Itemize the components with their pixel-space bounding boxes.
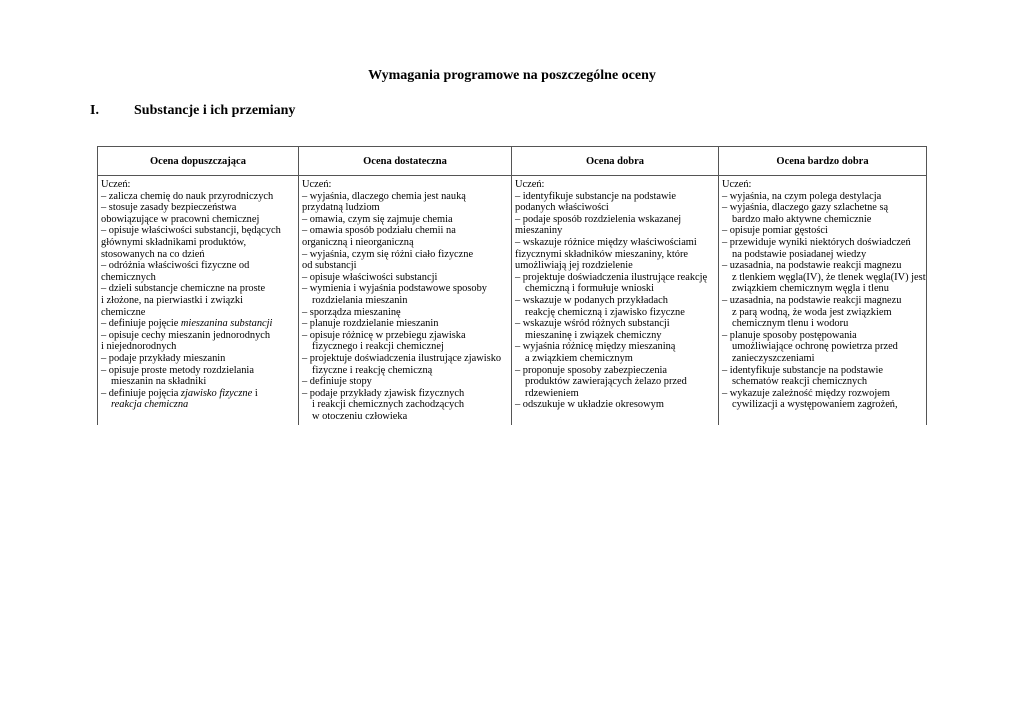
- list-item: przydatną ludziom: [302, 202, 380, 214]
- list-item: – wskazuje wśród różnych substancji: [515, 318, 670, 330]
- list-item: mieszaninę i związek chemiczny: [525, 329, 662, 341]
- list-item: mieszaniny: [515, 225, 563, 237]
- section-number: I.: [90, 103, 99, 118]
- list-item: reakcję chemiczną i zjawisko fizyczne: [525, 306, 685, 318]
- list-item: – planuje sposoby postępowania: [722, 329, 857, 341]
- list-item: – sporządza mieszaninę: [302, 306, 401, 318]
- list-item: od substancji: [302, 260, 357, 272]
- list-item: – wskazuje w podanych przykładach: [515, 294, 668, 306]
- column-header: Ocena dobra: [512, 147, 719, 176]
- list-item: schematów reakcji chemicznych: [732, 376, 868, 388]
- list-item: [101, 318, 296, 330]
- list-item: fizyczne i reakcję chemiczną: [312, 364, 433, 376]
- column-header: Ocena bardzo dobra: [719, 147, 927, 176]
- grade-cell-bardzo-dobra: [719, 176, 927, 426]
- list-item: chemiczną i formułuje wnioski: [525, 283, 654, 295]
- list-item: – dzieli substancje chemiczne na proste: [101, 283, 266, 295]
- list-item: cywilizacji a występowaniem zagrożeń,: [732, 399, 898, 411]
- list-item: i reakcji chemicznych zachodzących: [312, 399, 465, 411]
- list-item: – wykazuje zależność między rozwojem: [722, 387, 890, 399]
- list-item: – opisuje pomiar gęstości: [722, 225, 828, 237]
- term-italic: zjawisko fizyczne: [180, 387, 253, 399]
- list-item: i złożone, na pierwiastki i związki: [101, 294, 243, 306]
- list-item: – uzasadnia, na podstawie reakcji magnezu: [722, 294, 902, 306]
- grade-cell-dobra: [512, 176, 719, 426]
- list-item: – wymienia i wyjaśnia podstawowe sposoby: [302, 283, 487, 295]
- list-item: – odróżnia właściwości fizyczne od: [101, 260, 250, 272]
- list-item: fizycznego i reakcji chemicznej: [312, 341, 444, 353]
- page-title: Wymagania programowe na poszczególne oceny: [368, 68, 656, 83]
- list-item-text: – definiuje pojęcie: [101, 318, 181, 330]
- list-item: – identyfikuje substancje na podstawie: [722, 364, 884, 376]
- list-item: chemiczne: [101, 306, 146, 318]
- list-item: rozdzielania mieszanin: [312, 294, 408, 306]
- list-item: umożliwiające ochronę powietrza przed: [732, 341, 898, 353]
- list-item: Uczeń:: [515, 179, 545, 190]
- list-item: – omawia sposób podziału chemii na: [302, 225, 456, 237]
- list-item: bardzo mało aktywne chemicznie: [732, 213, 872, 225]
- list-item: – zalicza chemię do nauk przyrodniczych: [101, 190, 274, 202]
- list-item: zanieczyszczeniami: [732, 352, 815, 364]
- list-item: stosowanych na co dzień: [101, 248, 205, 260]
- list-item: na podstawie posiadanej wiedzy: [732, 248, 867, 260]
- list-item: – omawia, czym się zajmuje chemia: [302, 213, 453, 225]
- list-item: – podaje przykłady zjawisk fizycznych: [302, 387, 465, 399]
- list-item: – wyjaśnia różnicę między mieszaniną: [515, 341, 676, 353]
- list-item: – opisuje różnicę w przebiegu zjawiska: [302, 329, 466, 341]
- list-item: [101, 388, 296, 400]
- list-item: – uzasadnia, na podstawie reakcji magnezu: [722, 260, 902, 272]
- term-italic: reakcja chemiczna: [111, 399, 189, 411]
- list-item: Uczeń:: [722, 179, 752, 190]
- list-item: – opisuje właściwości substancji: [302, 271, 438, 283]
- list-item-text: i: [252, 387, 258, 399]
- grade-cell-dostateczna: [299, 176, 512, 426]
- list-item: – projektuje doświadczenia ilustrujące zjawisko: [302, 352, 502, 364]
- grade-cell-dopuszczajaca: [98, 176, 299, 426]
- list-item: obowiązujące w pracowni chemicznej: [101, 213, 260, 225]
- list-item: – stosuje zasady bezpieczeństwa: [101, 202, 237, 214]
- term-italic: mieszanina substancji: [180, 318, 273, 330]
- list-item: – proponuje sposoby zabezpieczenia: [515, 364, 668, 376]
- list-item: – podaje sposób rozdzielenia wskazanej: [515, 213, 682, 225]
- list-item: w otoczeniu człowieka: [312, 410, 408, 422]
- list-item: chemicznym tlenu i wodoru: [732, 318, 849, 330]
- list-item: – odszukuje w układzie okresowym: [515, 399, 664, 411]
- list-item: a związkiem chemicznym: [525, 352, 633, 364]
- list-item: – projektuje doświadczenia ilustrujące reakcję: [515, 271, 708, 283]
- list-item: Uczeń:: [101, 179, 131, 190]
- section-heading: [90, 103, 295, 119]
- list-item: z parą wodną, że woda jest związkiem: [732, 306, 892, 318]
- list-item: produktów zawierających żelazo przed: [525, 376, 687, 388]
- column-header: Ocena dopuszczająca: [98, 147, 299, 176]
- list-item: chemicznych: [101, 271, 156, 283]
- list-item: związkiem chemicznym węgla i tlenu: [732, 283, 889, 295]
- list-item: mieszanin na składniki: [111, 376, 207, 388]
- list-item: fizycznymi składników mieszaniny, które: [515, 248, 689, 260]
- list-item: – przewiduje wyniki niektórych doświadczeń: [722, 236, 911, 248]
- list-item: – wyjaśnia, dlaczego chemia jest nauką: [302, 190, 466, 202]
- list-item: rdzewieniem: [525, 387, 579, 399]
- list-item: – opisuje cechy mieszanin jednorodnych: [101, 329, 271, 341]
- table-header-row: [98, 147, 927, 176]
- list-item: organiczną i nieorganiczną: [302, 236, 414, 248]
- list-item: – wyjaśnia, czym się różni ciało fizyczne: [302, 248, 474, 260]
- list-item: – podaje przykłady mieszanin: [101, 352, 226, 364]
- list-item: i niejednorodnych: [101, 341, 177, 353]
- list-item: podanych właściwości: [515, 202, 609, 214]
- list-item: z tlenkiem węgla(IV), że tlenek węgla(IV) jest: [732, 271, 926, 283]
- list-item: [101, 399, 296, 411]
- list-item: głównymi składnikami produktów,: [101, 236, 247, 248]
- list-item: – opisuje proste metody rozdzielania: [101, 364, 254, 376]
- list-item: – opisuje właściwości substancji, będących: [101, 225, 281, 237]
- table-row: [98, 176, 927, 426]
- list-item: – wyjaśnia, na czym polega destylacja: [722, 190, 882, 202]
- column-header: Ocena dostateczna: [299, 147, 512, 176]
- section-label: Substancje i ich przemiany: [134, 103, 296, 118]
- list-item: – wskazuje różnice między właściwościami: [515, 236, 697, 248]
- list-item: umożliwiają jej rozdzielenie: [515, 260, 633, 272]
- requirements-table: [97, 146, 927, 425]
- list-item: – definiuje stopy: [302, 376, 372, 388]
- list-item: – planuje rozdzielanie mieszanin: [302, 318, 439, 330]
- list-item-text: – definiuje pojęcia: [101, 387, 181, 399]
- list-item: – identyfikuje substancje na podstawie: [515, 190, 677, 202]
- list-item: Uczeń:: [302, 179, 332, 190]
- list-item: – wyjaśnia, dlaczego gazy szlachetne są: [722, 202, 889, 214]
